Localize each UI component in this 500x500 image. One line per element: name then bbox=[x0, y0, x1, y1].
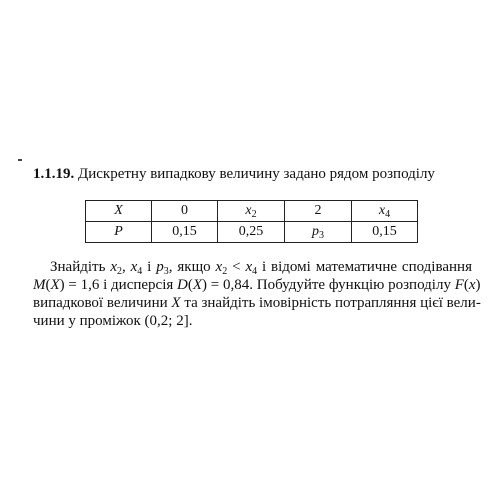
cell-text: 0 bbox=[181, 203, 188, 218]
problem-statement: Дискретну випадкову величину задано рядом розподілу bbox=[74, 166, 435, 182]
problem-body bbox=[33, 258, 481, 330]
cell-text: x bbox=[245, 203, 252, 218]
cell-text: 2 bbox=[314, 203, 322, 218]
table-cell bbox=[152, 222, 218, 243]
distribution-table bbox=[85, 200, 418, 243]
cell-text: X bbox=[114, 203, 123, 218]
problem-heading bbox=[33, 165, 473, 183]
table-cell bbox=[86, 201, 152, 222]
page-edge-mark bbox=[18, 159, 22, 161]
table-cell bbox=[152, 201, 218, 222]
cell-text: p bbox=[312, 224, 319, 239]
cell-text: P bbox=[114, 224, 123, 239]
cell-subscript: 3 bbox=[319, 230, 324, 241]
cell-text: 0,15 bbox=[372, 224, 397, 239]
cell-subscript: 4 bbox=[385, 209, 391, 220]
body-line-4: чини у проміжок (0,2; 2]. bbox=[33, 313, 193, 329]
cell-text: x bbox=[378, 203, 386, 218]
table-row-values bbox=[86, 201, 418, 222]
table-cell bbox=[352, 222, 418, 243]
table-cell bbox=[352, 201, 418, 222]
table-cell bbox=[218, 201, 285, 222]
table-cell bbox=[285, 222, 352, 243]
table-cell bbox=[218, 222, 285, 243]
table-row-probabilities bbox=[86, 222, 418, 243]
cell-text: 0,15 bbox=[172, 224, 197, 239]
body-line-1: Знайдіть $x_2$, $x_4$ і $p_3$, якщо $x_2 < x_4$ і відомі математичне сподівання bbox=[50, 259, 472, 277]
cell-subscript: 2 bbox=[251, 209, 257, 220]
body-line-3: випадкової величини X та знайдіть імовірність потрапляння цієї вели- bbox=[33, 295, 481, 311]
body-line-2: M(X) = 1,6 і дисперсія D(X) = 0,84. Побудуйте функцію розподілу F(x) bbox=[33, 277, 481, 293]
problem-number: 1.1.19. bbox=[33, 166, 75, 182]
table-cell bbox=[285, 201, 352, 222]
cell-text: 0,25 bbox=[238, 224, 264, 239]
table-cell bbox=[86, 222, 152, 243]
